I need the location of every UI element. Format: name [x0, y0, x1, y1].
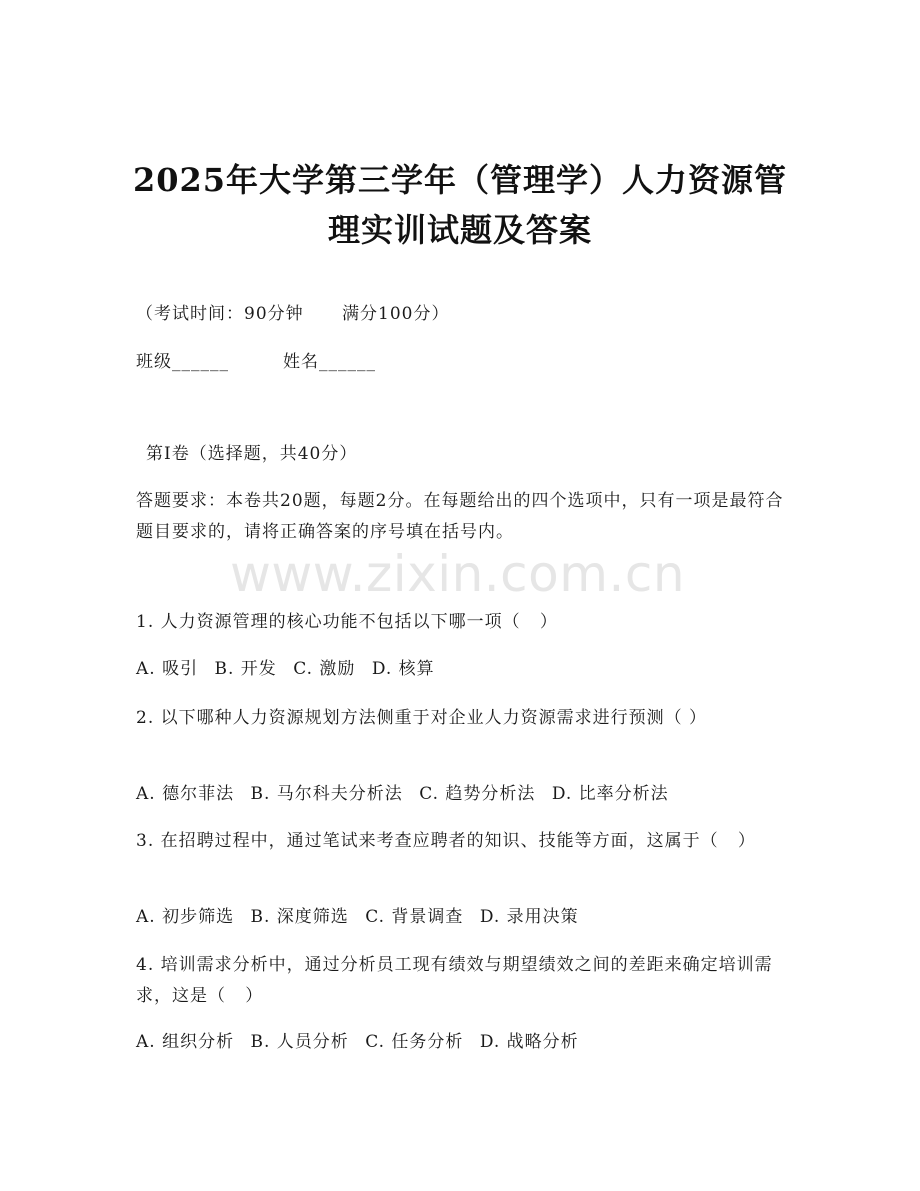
question-1-options — [136, 654, 445, 684]
option-b: B. 人员分析 — [250, 1032, 349, 1052]
document-title-line-1: 2025年大学第三学年（管理学）人力资源管 — [132, 161, 788, 199]
document-title-line-2: 理实训试题及答案 — [327, 211, 592, 249]
option-d: D. 核算 — [371, 659, 435, 679]
class-field-label: 班级______ — [136, 352, 229, 372]
section-title: 第I卷（选择题，共40分） — [146, 444, 358, 464]
student-info-row — [136, 347, 376, 377]
option-b: B. 马尔科夫分析法 — [250, 784, 403, 804]
option-c: C. 任务分析 — [365, 1032, 464, 1052]
name-field-label: 姓名______ — [283, 352, 376, 372]
option-b: B. 开发 — [214, 659, 277, 679]
exam-info: （考试时间：90分钟 满分100分） — [136, 304, 450, 324]
answer-requirements: 答题要求：本卷共20题，每题2分。在每题给出的四个选项中，只有一项是最符合题目要求的，请将正确答案的序号填在括号内。 — [136, 491, 784, 542]
option-d: D. 录用决策 — [479, 907, 579, 927]
option-c: C. 趋势分析法 — [419, 784, 536, 804]
question-4-options — [136, 1027, 589, 1057]
option-d: D. 战略分析 — [479, 1032, 579, 1052]
question-1-text: 1. 人力资源管理的核心功能不包括以下哪一项（ ） — [136, 612, 558, 632]
option-a: A. 德尔菲法 — [136, 784, 235, 804]
option-a: A. 初步筛选 — [136, 907, 235, 927]
question-3-options — [136, 902, 589, 932]
option-c: C. 激励 — [293, 659, 356, 679]
question-3-text: 3. 在招聘过程中，通过笔试来考查应聘者的知识、技能等方面，这属于（ ） — [136, 831, 756, 851]
option-c: C. 背景调查 — [365, 907, 464, 927]
option-a: A. 组织分析 — [136, 1032, 235, 1052]
watermark-text: www.zixin.com.cn — [230, 545, 686, 603]
question-2-options — [136, 779, 679, 809]
question-2-text: 2. 以下哪种人力资源规划方法侧重于对企业人力资源需求进行预测（ ） — [136, 708, 708, 728]
option-d: D. 比率分析法 — [551, 784, 669, 804]
option-b: B. 深度筛选 — [250, 907, 349, 927]
question-4-text: 4. 培训需求分析中，通过分析员工现有绩效与期望绩效之间的差距来确定培训需求，这是（ ） — [136, 955, 773, 1006]
option-a: A. 吸引 — [136, 659, 199, 679]
